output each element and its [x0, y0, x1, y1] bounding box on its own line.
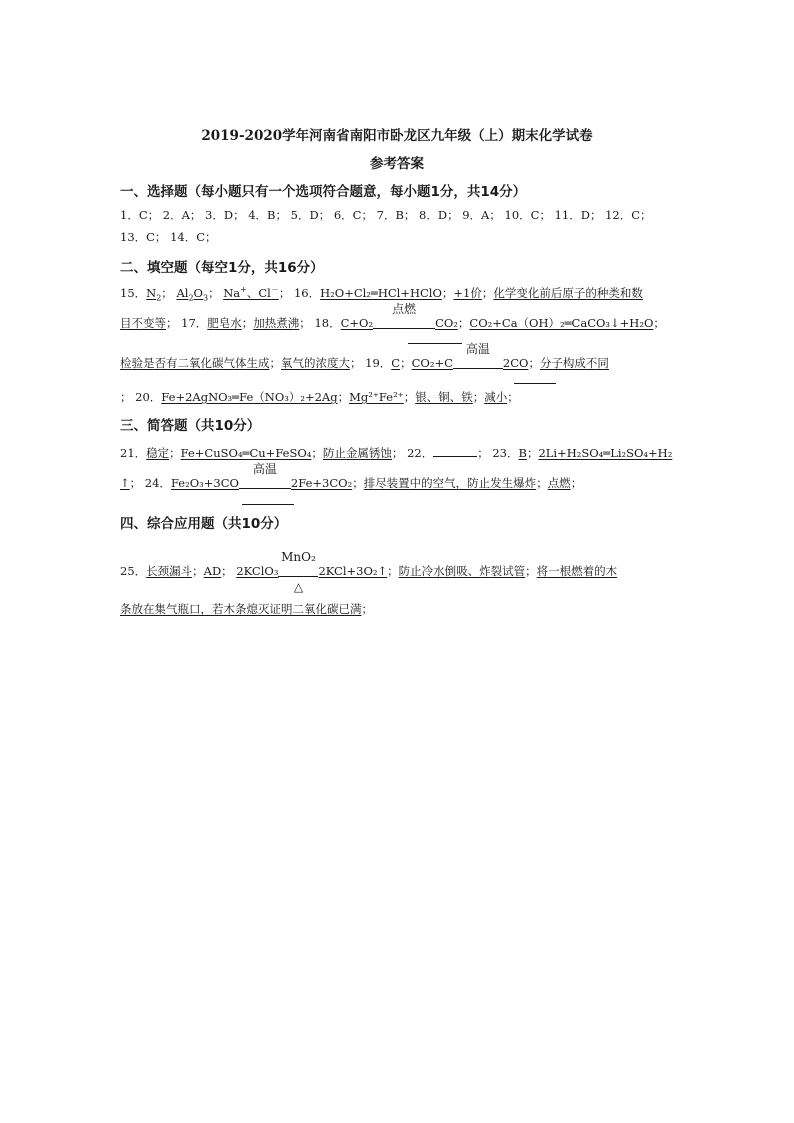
section-heading-fill: 二、填空题（每空1分，共16分） — [120, 260, 324, 276]
answers-q25-line-2: 条放在集气瓶口，若木条熄灭证明二氧化碳已满； — [120, 602, 373, 616]
section-heading-choice: 一、选择题（每小题只有一个选项符合题意，每小题1分，共14分） — [120, 184, 527, 200]
q15-answer-al2o3: $Al_2O_3$ — [176, 286, 209, 303]
q19-answer-c: C — [391, 356, 401, 370]
answers-q21-q23: 21．稳定；Fe+CuSO₄═Cu+FeSO₄；防止金属锈蚀； 22． ； 23．B；2Li+H₂SO₄═Li₂SO₄+H₂ — [120, 446, 673, 460]
q15-answer-n2: $N_2$ — [146, 286, 162, 303]
q24-equation: Fe₂O₃+3CO 高温 2Fe+3CO₂ — [170, 462, 353, 490]
page-title: 2019-2020学年河南省南阳市卧龙区九年级（上）期末化学试卷 — [201, 128, 593, 144]
q24-answer-air: 排尽装置中的空气，防止发生爆炸 — [363, 476, 537, 490]
q20-number: 20． — [135, 390, 162, 404]
page-subtitle: 参考答案 — [370, 156, 424, 172]
q22-number: 22． — [407, 446, 434, 460]
q19-answer-molecule: 分子构成不同 — [539, 356, 609, 370]
answers-q15-q16: 15．$N_2$； $Al_2O_3$； Na+、Cl－； 16．H₂O+Cl₂═HCl+HClO；+1价；化学变化前后原子的种类和数 — [120, 285, 643, 303]
q18-equation-b: CO₂+Ca（OH）₂═CaCO₃↓+H₂O — [469, 316, 654, 330]
q19-condition-rule — [514, 383, 556, 384]
answers-q25-line-1: 25．长颈漏斗；AD； 2KClO₃ MnO₂ △ 2KCl+3O₂↑；防止冷水倒吸、炸裂试管；将一根燃着的木 — [120, 550, 618, 594]
q22-blank — [433, 444, 477, 457]
section-heading-comprehensive: 四、综合应用题（共10分） — [120, 516, 288, 532]
q20-decrease: 减小 — [484, 390, 508, 404]
q25-number: 25． — [120, 564, 147, 578]
q19-condition: 高温 — [453, 354, 503, 372]
q20-ions: Mg²⁺Fe²⁺ — [349, 390, 404, 404]
q16-valence: +1价 — [453, 286, 482, 300]
q21-equation: Fe+CuSO₄═Cu+FeSO₄ — [180, 446, 312, 460]
q15-number: 15． — [120, 286, 147, 300]
section-heading-short: 三、简答题（共10分） — [120, 418, 261, 434]
q17-answer-soap: 肥皂水 — [207, 316, 242, 330]
q16-law-part1: 化学变化前后原子的种类和数 — [493, 286, 643, 300]
q18-condition: 点燃 — [373, 314, 435, 332]
q20-metals: 银、铜、铁 — [415, 390, 473, 404]
q21-answer-stable: 稳定 — [146, 446, 170, 460]
q25-condition: MnO₂ △ — [278, 562, 318, 580]
q25-answer-test: 条放在集气瓶口，若木条熄灭证明二氧化碳已满 — [120, 602, 362, 616]
q15-answer-ions: Na+、Cl－ — [223, 285, 279, 300]
q21-number: 21． — [120, 446, 147, 460]
q25-answer-funnel: 长颈漏斗 — [146, 564, 193, 578]
q18-number: 18． — [314, 316, 341, 330]
q25-answer-prevent: 防止冷水倒吸、炸裂试管 — [398, 564, 526, 578]
answers-choice-line-2: 13．C； 14．C； — [120, 230, 217, 244]
answers-choice-line-1: 1．C； 2．A； 3．D； 4．B； 5．D； 6．C； 7．B； 8．D； 9．A； 10．C； 11．D； 12．C； — [120, 208, 652, 222]
q17-number: 17． — [181, 316, 208, 330]
q25-answer-tail: 将一根燃着的木 — [536, 564, 618, 578]
q19-equation: CO₂+C 高温 2CO — [411, 342, 529, 370]
q18-answer-check: 检验是否有二氧化碳气体生成 — [120, 356, 270, 370]
q16-equation: H₂O+Cl₂═HCl+HClO — [320, 286, 442, 300]
q24-condition: 高温 — [239, 474, 291, 492]
q18-equation-a: C+O₂ 点燃 CO₂ — [340, 302, 458, 330]
q25-equation: 2KClO₃ MnO₂ △ 2KCl+3O₂↑ — [236, 550, 388, 594]
answers-q24: ↑； 24．Fe₂O₃+3CO 高温 2Fe+3CO₂；排尽装置中的空气，防止发生爆炸；点燃； — [120, 462, 583, 490]
q19-number: 19． — [365, 356, 392, 370]
answers-q20: ； 20．Fe+2AgNO₃═Fe（NO₃）₂+2Ag；Mg²⁺Fe²⁺；银、铜、铁；减小； — [120, 390, 519, 404]
q17-answer-boil: 加热煮沸 — [253, 316, 300, 330]
answers-q17-q18: 目不变等； 17．肥皂水；加热煮沸； 18．C+O₂ 点燃 CO₂；CO₂+Ca（OH）₂═CaCO₃↓+H₂O； — [120, 302, 665, 330]
q23-gas-arrow: ↑ — [120, 476, 130, 490]
q16-number: 16． — [293, 286, 321, 300]
q16-law-part2: 目不变等 — [120, 316, 166, 330]
q25-answer-ad: AD — [203, 564, 222, 578]
answers-q18-q19: 检验是否有二氧化碳气体生成；氧气的浓度大； 19．C；CO₂+C 高温 2CO；分子构成不同 — [120, 342, 609, 370]
q20-equation: Fe+2AgNO₃═Fe（NO₃）₂+2Ag — [161, 390, 338, 404]
q23-equation: 2Li+H₂SO₄═Li₂SO₄+H₂ — [538, 446, 673, 460]
q24-condition-rule — [242, 504, 294, 505]
q18-answer-oxygen: 氧气的浓度大 — [281, 356, 350, 370]
q21-answer-rust: 防止金属锈蚀 — [322, 446, 392, 460]
q24-number: 24． — [144, 476, 171, 490]
q24-answer-ignite: 点燃 — [547, 476, 571, 490]
q23-number: 23． — [492, 446, 519, 460]
q23-answer-b: B — [518, 446, 527, 460]
